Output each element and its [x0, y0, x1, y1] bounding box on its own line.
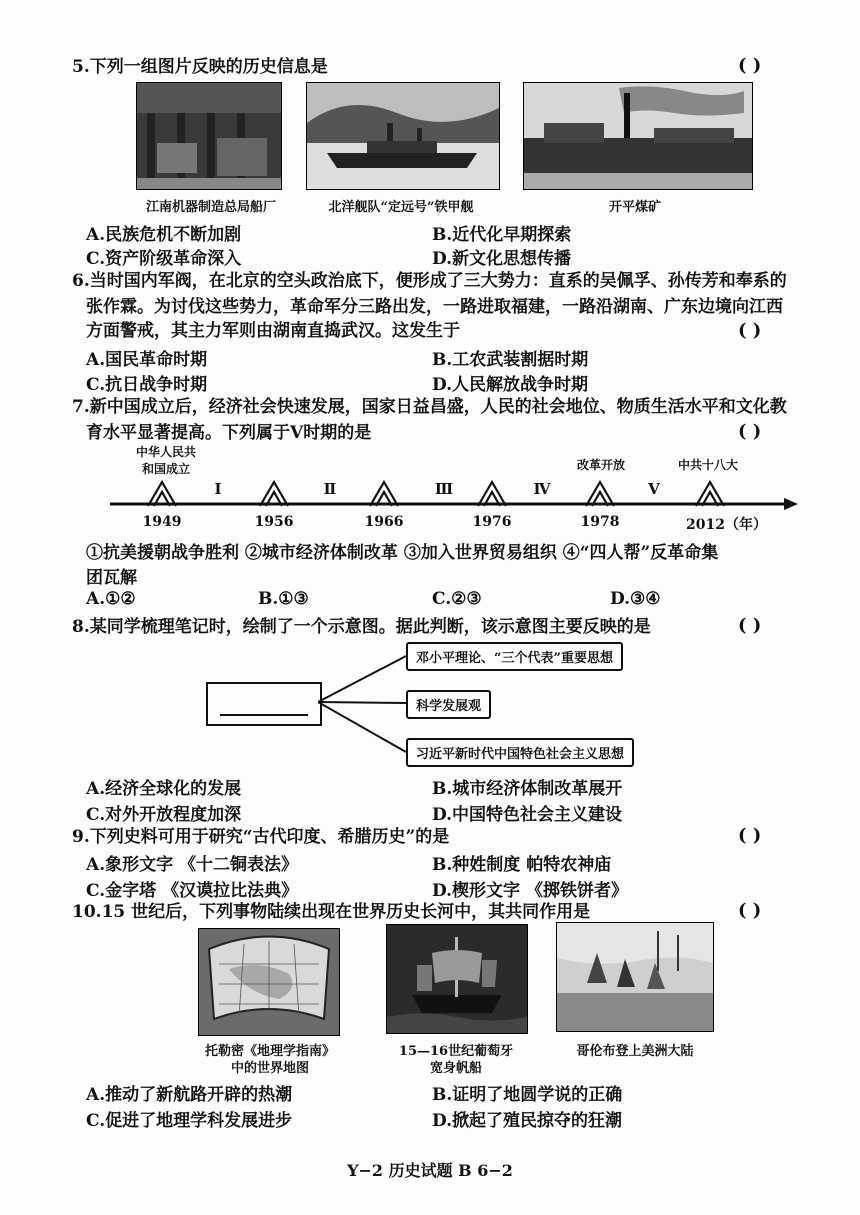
q8-answer-paren: ( ): [738, 615, 762, 636]
timeline-year-1976: 1976: [472, 514, 512, 530]
q6-stem-line-3: 方面警戒，其主力军则由湖南直捣武汉。这发生于: [86, 321, 460, 341]
q7-items-line-2: 团瓦解: [86, 568, 137, 588]
q10-caption-1-line-2: 中的世界地图: [230, 1061, 309, 1076]
q10-option-a: A.推动了新航路开辟的热潮: [86, 1085, 293, 1105]
photo-portuguese-carrack: [386, 924, 528, 1034]
q5-caption-2: 北洋舰队“定远号”铁甲舰: [328, 200, 474, 215]
q7-option-d: D.③④: [610, 589, 661, 609]
q5-answer-paren: ( ): [738, 55, 762, 76]
timeline-label-18th-congress: 中共十八大: [677, 458, 738, 472]
q5-option-a: A.民族危机不断加剧: [86, 225, 242, 245]
q10-caption-2-line-2: 宽身帆船: [429, 1061, 482, 1076]
timeline-year-1966: 1966: [364, 514, 404, 530]
q10-stem: 10.15 世纪后，下列事物陆续出现在世界历史长河中，其共同作用是: [72, 902, 591, 922]
q7-stem-line-2: 育水平显著提高。下列属于Ⅴ时期的是: [86, 423, 372, 443]
q7-items-line-1: ①抗美援朝战争胜利 ②城市经济体制改革 ③加入世界贸易组织 ④“四人帮”反革命集: [86, 543, 719, 563]
diagram-blank-box: [206, 682, 322, 726]
q8-option-c: C.对外开放程度加深: [86, 805, 242, 825]
timeline-year-2012: 2012（年）: [686, 517, 767, 533]
q10-option-b: B.证明了地圆学说的正确: [432, 1085, 623, 1105]
q6-stem-line-2: 张作霖。为讨伐这些势力，革命军分三路出发，一路进取福建，一路沿湖南、广东边境向江西: [86, 297, 783, 317]
photo-dingyuan-ironclad: [306, 82, 500, 190]
q10-caption-3: 哥伦布登上美洲大陆: [576, 1044, 694, 1059]
q7-option-b: B.①③: [258, 589, 309, 609]
q5-option-b: B.近代化早期探索: [432, 225, 572, 245]
timeline-label-prc-1: 中华人民共: [135, 445, 196, 459]
q7-option-a: A.①②: [86, 589, 136, 609]
diagram-box-deng-theory: 邓小平理论、“三个代表”重要思想: [406, 642, 623, 671]
q9-stem: 9.下列史料可用于研究“古代印度、希腊历史”的是: [72, 827, 450, 847]
q9-answer-paren: ( ): [738, 825, 762, 846]
diagram-connectors: [318, 650, 410, 762]
q9-option-c: C.金字塔 《汉谟拉比法典》: [86, 881, 299, 901]
photo-kaiping-coal-mine: [523, 82, 753, 190]
timeline-year-1956: 1956: [254, 514, 294, 530]
timeline-label-reform: 改革开放: [576, 458, 625, 472]
q7-stem-line-1: 7.新中国成立后，经济社会快速发展，国家日益昌盛，人民的社会地位、物质生活水平和文化教: [72, 397, 787, 417]
q6-answer-paren: ( ): [738, 320, 762, 341]
q6-option-b: B.工农武装割据时期: [432, 350, 589, 370]
diagram-blank-line: [220, 714, 308, 716]
q5-option-d: D.新文化思想传播: [432, 249, 572, 269]
q6-option-c: C.抗日战争时期: [86, 375, 208, 395]
q6-option-d: D.人民解放战争时期: [432, 375, 589, 395]
q9-option-b: B.种姓制度 帕特农神庙: [432, 855, 612, 875]
timeline-label-prc-2: 和国成立: [141, 462, 190, 476]
q5-option-c: C.资产阶级革命深入: [86, 249, 242, 269]
timeline-period-1: Ⅰ: [214, 480, 222, 498]
q10-option-d: D.掀起了殖民掠夺的狂潮: [432, 1111, 623, 1131]
timeline-period-3: Ⅲ: [434, 480, 454, 498]
q9-option-d: D.楔形文字 《掷铁饼者》: [432, 881, 628, 901]
q8-stem: 8.某同学梳理笔记时，绘制了一个示意图。据此判断，该示意图主要反映的是: [72, 617, 651, 637]
timeline-year-1978: 1978: [580, 514, 620, 530]
timeline-period-4: Ⅳ: [533, 480, 551, 498]
q8-option-d: D.中国特色社会主义建设: [432, 805, 623, 825]
timeline-period-5: Ⅴ: [648, 480, 660, 498]
q8-option-a: A.经济全球化的发展: [86, 779, 242, 799]
photo-columbus-landing: [556, 922, 714, 1032]
q10-option-c: C.促进了地理学科发展进步: [86, 1111, 293, 1131]
timeline-period-2: Ⅱ: [323, 480, 337, 498]
q10-caption-2-line-1: 15—16世纪葡萄牙: [398, 1044, 514, 1059]
q5-stem: 5.下列一组图片反映的历史信息是: [72, 57, 328, 77]
q7-answer-paren: ( ): [738, 421, 762, 442]
q9-option-a: A.象形文字 《十二铜表法》: [86, 855, 299, 875]
q5-caption-1: 江南机器制造总局船厂: [145, 200, 276, 215]
q7-option-c: C.②③: [432, 589, 482, 609]
q10-caption-1-line-1: 托勒密《地理学指南》: [204, 1044, 335, 1059]
page-footer: Y−2 历史试题 B 6−2: [347, 1161, 513, 1180]
q6-stem-line-1: 6.当时国内军阀，在北京的空头政治底下，便形成了三大势力：直系的吴佩孚、孙传芳和奉系的: [72, 271, 787, 291]
q5-caption-3: 开平煤矿: [608, 200, 661, 215]
timeline-year-1949: 1949: [142, 514, 182, 530]
diagram-box-xi-thought: 习近平新时代中国特色社会主义思想: [406, 738, 634, 767]
photo-ptolemy-world-map: [198, 928, 340, 1036]
diagram-box-scientific-outlook: 科学发展观: [406, 690, 491, 719]
q8-option-b: B.城市经济体制改革展开: [432, 779, 623, 799]
photo-jiangnan-arsenal: [136, 82, 282, 190]
q6-option-a: A.国民革命时期: [86, 350, 208, 370]
q10-answer-paren: ( ): [738, 900, 762, 921]
